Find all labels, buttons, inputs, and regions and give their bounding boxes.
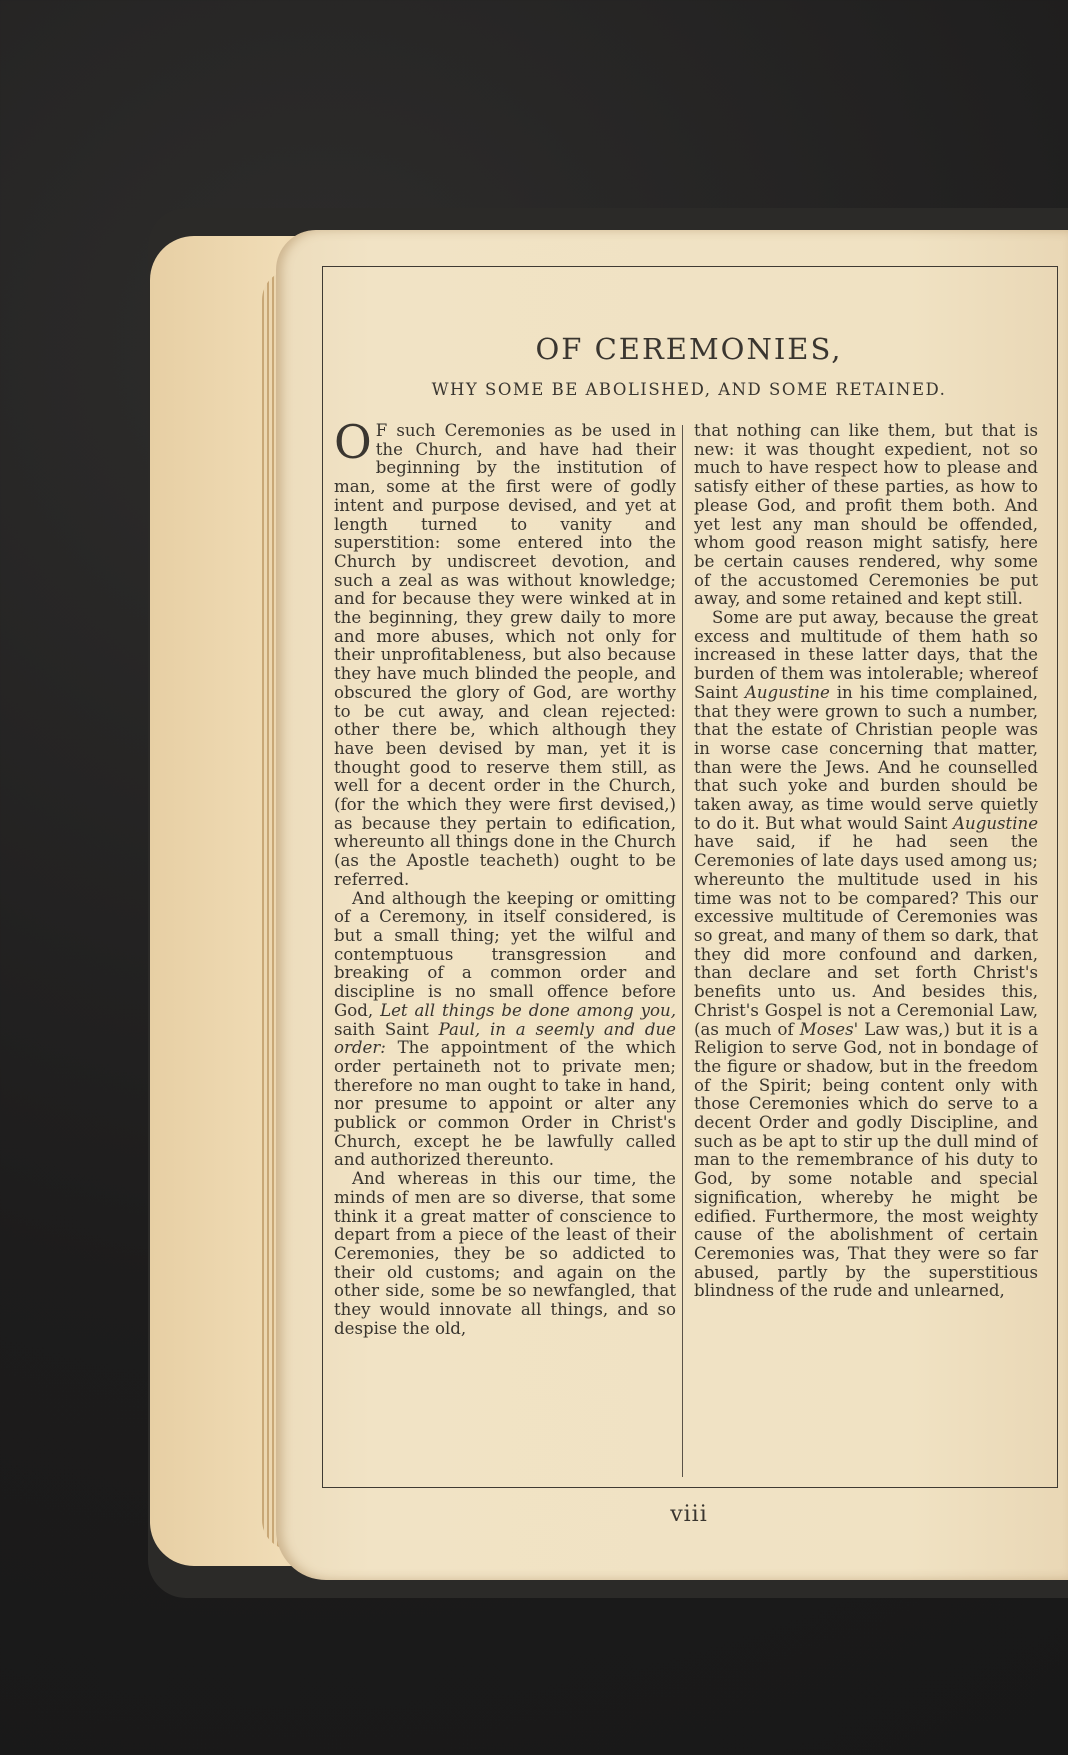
text-run: The appointment of the which order pertaineth not to private men; therefore no man ought to take in hand, nor presume to appoint or alter any publick or common Order in Christ's Church, except he be lawfully called and authorized thereunto. — [334, 1038, 676, 1170]
italic-quote: Paul, in a seemly and due order: — [334, 1019, 676, 1058]
right-paragraph-2 — [694, 609, 1038, 1301]
italic-quote: Let all things be done among you, — [380, 1000, 676, 1020]
page-title: OF CEREMONIES, — [535, 332, 843, 366]
left-paragraph-1 — [334, 422, 676, 890]
text-run: have said, if he had seen the Ceremonies of late days used among us; whereunto the multitude used in his time was not to be compared? This our excessive multitude of Ceremonies was so great, and many of them so dark, that they did more confound and darken, than declare and set forth Christ's benefits unto us. And besides this, Christ's Gospel is not a Ceremonial Law, (as much of — [694, 832, 1038, 1039]
column-divider — [682, 425, 683, 1477]
italic-name: Augustine — [744, 682, 830, 702]
left-paragraph-1-text: F such Ceremonies as be used in the Church, and have had their beginning by the institution of man, some at the first were of godly intent and purpose devised, and yet at length turned to vanity and superstition: some entered into the Church by undiscreet devotion, and such a zeal as was without knowledge; and for because they were winked at in the beginning, they grew daily to more and more abuses, which not only for their unprofitableness, but also because they have much blinded the people, and obscured the glory of God, are worthy to be cut away, and clean rejected: other there be, which although they have been devised by man, yet it is thought good to reserve them still, as well for a decent order in the Church, (for the which they were first devised,) as because they pertain to edification, whereunto all things done in the Church (as the Apostle teacheth) ought to be referred. — [334, 422, 676, 889]
left-text-column — [334, 422, 676, 1482]
text-run: Some are put away, because the great excess and multitude of them hath so increased in these latter days, that the burden of them was intolerable; whereof Saint — [694, 608, 1038, 702]
italic-name: Moses' — [799, 1019, 859, 1039]
right-text-column — [694, 422, 1038, 1482]
text-run: And although the keeping or omitting of a Ceremony, in itself considered, is but a small thing; yet the wilful and contemptuous transgression and breaking of a common order and discipline is no small offence before God, — [334, 888, 676, 1020]
right-paragraph-1 — [694, 422, 1038, 609]
left-paragraph-3 — [334, 1170, 676, 1338]
page-number: viii — [670, 1502, 708, 1527]
text-run: saith Saint — [334, 1019, 429, 1039]
left-paragraph-2 — [334, 890, 676, 1171]
text-run: in his time complained, that they were grown to such a number, that the estate of Christian people was in worse case concerning that matter, than were the Jews. And he counselled that such yoke and burden should be taken away, as time would serve quietly to do it. But what would Saint — [694, 682, 1038, 833]
text-run: And whereas in this our time, the minds of men are so diverse, that some think it a great matter of conscience to depart from a piece of the least of their Ceremonies, they be so addicted to their old customs; and again on the other side, some be so newfangled, that they would innovate all things, and so despise the old, — [334, 1169, 676, 1338]
page-subtitle: WHY SOME BE ABOLISHED, AND SOME RETAINED. — [431, 380, 947, 399]
drop-cap: O — [334, 422, 372, 469]
italic-name: Augustine — [953, 813, 1038, 833]
text-run: that nothing can like them, but that is new: it was thought expedient, not so much to have respect how to please and satisfy either of these parties, as how to please God, and profit them both. And yet lest any man should be offended, whom good reason might satisfy, here be certain causes rendered, why some of the accustomed Ceremonies be put away, and some retained and kept still. — [694, 422, 1038, 609]
text-run: Law was,) but it is a Religion to serve God, not in bondage of the figure or shadow, but in the freedom of the Spirit; being content only with those Ceremonies which do serve to a decent Order and godly Discipline, and such as be apt to stir up the dull mind of man to the remembrance of his duty to God, by some notable and special signification, whereby he might be edified. Furthermore, the most weighty cause of the abolishment of certain Ceremonies was, That they were so far abused, partly by the superstitious blindness of the rude and unlearned, — [694, 1019, 1038, 1301]
